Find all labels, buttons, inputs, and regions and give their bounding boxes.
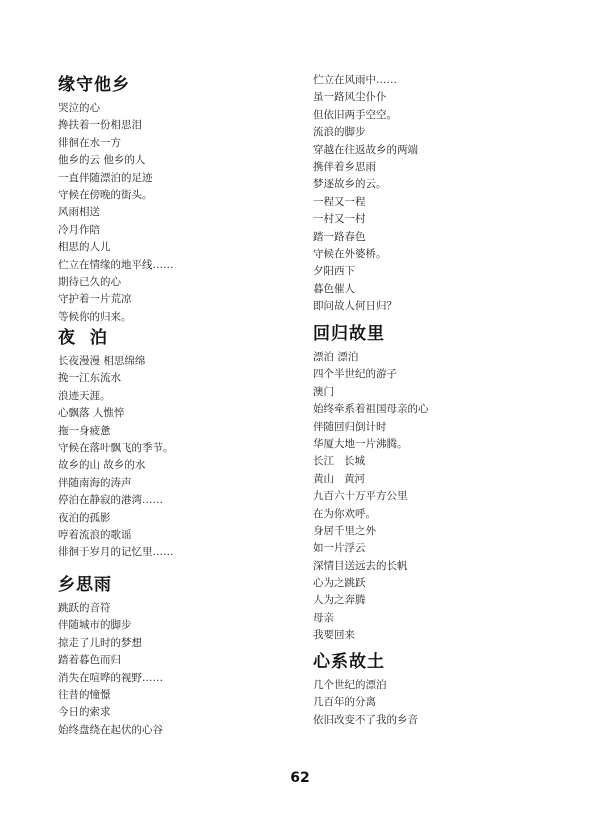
poem-lines	[58, 600, 308, 739]
poem-line: 停泊在静寂的港湾……	[58, 494, 163, 507]
poem-lines	[313, 677, 563, 729]
poem-line: 始终牵系着祖国母亲的心	[313, 403, 429, 416]
poem-line: 挽一江东流水	[58, 372, 121, 385]
poem-line: 几百年的分离	[313, 696, 376, 709]
poem-lines	[58, 353, 308, 562]
poem-line: 拖一身疲惫	[58, 424, 111, 437]
poem-line: 九百六十万平方公里	[313, 490, 408, 503]
poem-line: 浪迹天涯。	[58, 389, 111, 402]
poem-lines	[313, 72, 563, 315]
poem-title: 缘守他乡	[58, 75, 130, 95]
poem-line: 冷月作陪	[58, 223, 100, 236]
poem-line: 长夜漫漫 相思绵绵	[58, 355, 146, 367]
poem-line: 澳门	[313, 385, 334, 398]
poem-line: 在为你欢呼。	[313, 507, 376, 520]
poem-line: 伴随回归倒计时	[313, 420, 387, 433]
poem-line: 故乡的山 故乡的水	[58, 459, 146, 472]
poem-line: 等候你的归来。	[58, 310, 132, 323]
poem-section	[58, 74, 308, 326]
poem-line: 徘徊于岁月的记忆里……	[58, 546, 174, 559]
poem-line: 他乡的云 他乡的人	[58, 154, 146, 167]
poem-line: 梦逐故乡的云。	[313, 178, 387, 191]
poem-line: 一直伴随漂泊的足迹	[58, 171, 153, 184]
poem-line: 徘徊在水一方	[58, 136, 121, 149]
poem-line: 黄山 黄河	[313, 472, 366, 485]
poem-line: 伫立在情缘的地平线……	[58, 258, 174, 271]
poem-line: 穿越在往返故乡的两端	[313, 143, 418, 156]
poem-line: 长江 长城	[313, 455, 366, 468]
poem-line: 深情目送远去的长帆	[313, 559, 408, 572]
poem-line: 虽一路风尘仆仆	[313, 91, 387, 104]
poem-line: 伴随南海的涛声	[58, 476, 132, 489]
poem-line: 暮色催人	[313, 282, 355, 295]
poem-line: 心为之跳跃	[313, 577, 366, 590]
poem-title: 心系故土	[313, 652, 385, 672]
poem-line: 人为之奔腾	[313, 594, 366, 607]
poem-line: 期待已久的心	[58, 275, 121, 288]
poem-lines	[58, 100, 308, 326]
poem-line: 四个半世纪的游子	[313, 368, 397, 381]
poem-line: 一村又一村	[313, 213, 366, 226]
poem-line: 守候在落叶飘飞的季节。	[58, 441, 174, 454]
poem-title: 回归故里	[313, 324, 385, 344]
poem-title: 夜 泊	[58, 328, 108, 348]
poem-line: 掠走了儿时的梦想	[58, 636, 142, 649]
poem-line: 我要回来	[313, 629, 355, 642]
poem-line: 今日的索求	[58, 706, 111, 719]
poem-line: 但依旧两手空空。	[313, 108, 397, 121]
poem-title: 乡思雨	[58, 575, 112, 595]
poem-section	[58, 327, 308, 562]
poem-section	[313, 651, 563, 729]
poem-line: 风雨相送	[58, 206, 100, 219]
poem-lines	[313, 349, 563, 645]
poem-line: 搀扶着一份相思泪	[58, 119, 142, 132]
poem-line: 哭泣的心	[58, 102, 100, 114]
poem-line: 流浪的脚步	[313, 126, 366, 139]
poem-section	[313, 323, 563, 645]
poem-line: 依旧改变不了我的乡音	[313, 713, 418, 726]
poem-line: 夕阳西下	[313, 265, 355, 278]
poem-line: 消失在喧哗的视野……	[58, 671, 163, 684]
poem-line: 始终盘绕在起伏的心谷	[58, 723, 163, 736]
poem-line: 心飘落 人憔悴	[58, 407, 125, 420]
poem-line: 如一片浮云	[313, 542, 366, 555]
poem-line: 踏一路春色	[313, 230, 366, 243]
poem-line: 守护着一片荒凉	[58, 293, 132, 306]
poem-line: 几个世纪的漂泊	[313, 679, 387, 691]
poem-line: 母亲	[313, 611, 334, 624]
page-number: 62	[290, 770, 310, 786]
poem-line: 即问故人何日归？	[313, 300, 397, 313]
poem-line: 身居千里之外	[313, 524, 376, 537]
poem-line: 踏着暮色而归	[58, 654, 121, 667]
poem-line: 往昔的憧憬	[58, 688, 111, 701]
poem-line: 哼着流浪的歌谣	[58, 528, 132, 541]
poem-continuation	[313, 72, 563, 315]
poem-line: 夜泊的孤影	[58, 511, 111, 524]
poem-line: 守候在傍晚的街头。	[58, 188, 153, 201]
poem-line: 携伴着乡思雨	[313, 160, 376, 173]
poem-section	[58, 574, 308, 739]
poem-line: 漂泊 漂泊	[313, 351, 359, 363]
poem-line: 跳跃的音符	[58, 602, 111, 614]
poem-line: 伫立在风雨中……	[313, 74, 397, 86]
poem-line: 守候在外婆桥。	[313, 247, 387, 260]
poem-line: 一程又一程	[313, 195, 366, 208]
poem-line: 华厦大地一片沸腾。	[313, 437, 408, 450]
poem-line: 相思的人儿	[58, 241, 111, 254]
poem-line: 伴随城市的脚步	[58, 619, 132, 632]
